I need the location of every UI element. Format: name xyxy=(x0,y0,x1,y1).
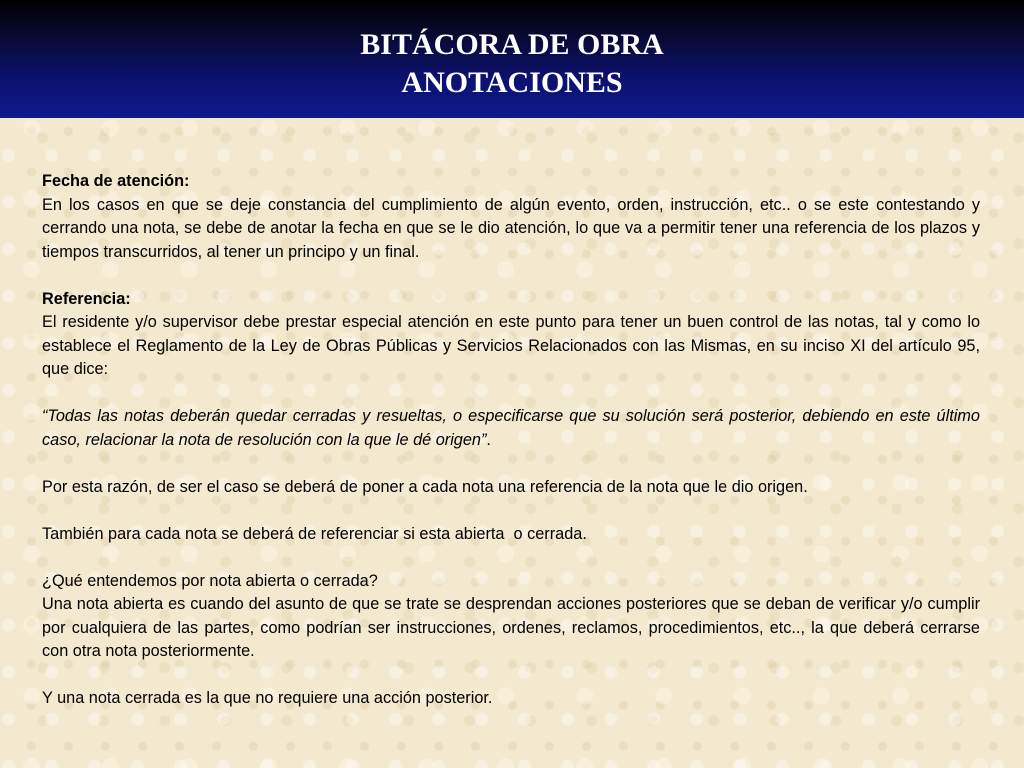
fecha-section xyxy=(42,170,980,264)
referencia-heading: Referencia: xyxy=(42,289,131,308)
quote-paragraph xyxy=(42,405,980,452)
pregunta-body: Una nota abierta es cuando del asunto de que se trate se desprendan acciones posteriores que se deban de verificar y/o cumplir por cualquiera de las partes, como podrían ser instrucciones, ordenes, reclamos, procedimientos, etc.., la que deberá cerrarse con otra nota posteriormente. xyxy=(42,595,980,660)
title-line-1: BITÁCORA DE OBRA xyxy=(360,28,664,61)
quote-suffix: . xyxy=(486,430,491,449)
slide-header xyxy=(0,0,1024,118)
razon-paragraph: Por esta razón, de ser el caso se deberá de poner a cada nota una referencia de la nota que le dio origen. xyxy=(42,477,808,496)
referencia-section xyxy=(42,288,980,382)
slide-body xyxy=(42,170,980,734)
fecha-body: En los casos en que se deje constancia del cumplimiento de algún evento, orden, instrucción, etc.. o se este contestando y cerrando una nota, se debe de anotar la fecha en que se le dio atención, lo que va a permitir tener una referencia de los plazos y tiempos transcurridos, al tener un principo y un final. xyxy=(42,195,980,261)
tambien-paragraph: También para cada nota se deberá de referenciar si esta abierta o cerrada. xyxy=(42,524,587,543)
referencia-body: El residente y/o supervisor debe prestar especial atención en este punto para tener un buen control de las notas, tal y como lo establece el Reglamento de la Ley de Obras Públicas y Servicios Relacionados con las Mismas, en su inciso XI del artículo 95, que dice: xyxy=(42,313,980,378)
cerrada-paragraph: Y una nota cerrada es la que no requiere una acción posterior. xyxy=(42,689,493,707)
regulation-quote: “Todas las notas deberán quedar cerradas y resueltas, o especificarse que su solución será posterior, debiendo en este último caso, relacionar la nota de resolución con la que le dé origen” xyxy=(42,407,980,449)
pregunta-question: ¿Qué entendemos por nota abierta o cerrada? xyxy=(42,571,378,590)
title-line-2: ANOTACIONES xyxy=(401,66,623,99)
pregunta-section xyxy=(42,570,980,664)
fecha-heading: Fecha de atención: xyxy=(42,172,190,190)
